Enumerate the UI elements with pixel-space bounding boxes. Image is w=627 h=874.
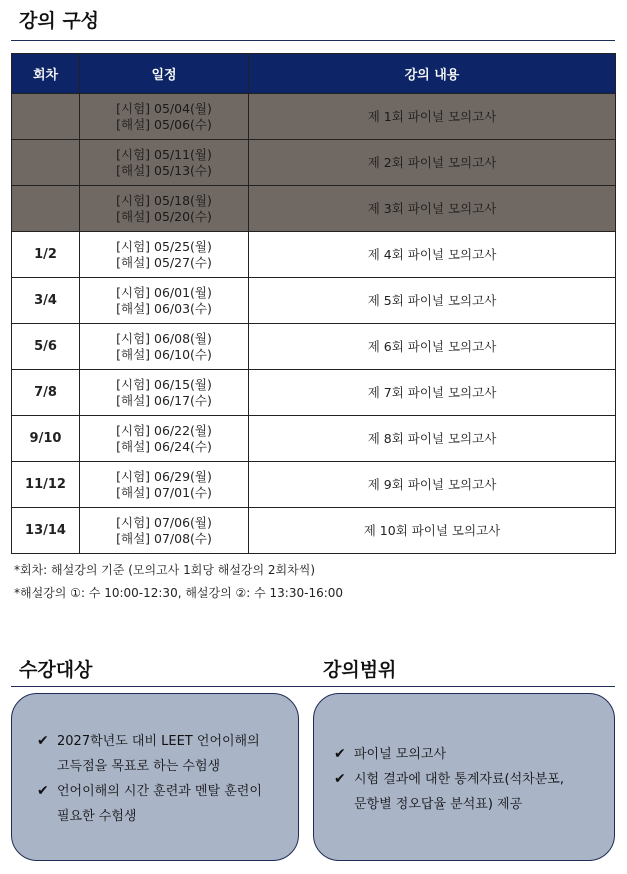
title-divider [11, 40, 615, 41]
content-cell: 제 1회 파이널 모의고사 [249, 94, 616, 140]
table-row [12, 324, 616, 370]
table-row [12, 94, 616, 140]
target-section-title: 수강대상 [19, 659, 93, 681]
list-item-line: 언어이해의 시간 훈련과 멘탈 훈련이 [57, 784, 262, 799]
note-session-basis: *회차: 해설강의 기준 (모의고사 1회당 해설강의 2회차씩) [14, 563, 315, 577]
content-cell: 제 10회 파이널 모의고사 [249, 508, 616, 554]
review-date: [해설] 06/10(수) [116, 346, 212, 362]
column-header-session: 회차 [12, 54, 80, 94]
schedule-cell [80, 232, 249, 278]
target-list [37, 729, 288, 829]
session-cell: 1/2 [12, 232, 80, 278]
schedule-cell [80, 462, 249, 508]
note-review-times: *해설강의 ①: 수 10:00-12:30, 해설강의 ②: 수 13:30-16:00 [14, 586, 344, 600]
exam-date: [시험] 05/18(월) [116, 192, 212, 208]
scope-section-title: 강의범위 [323, 659, 397, 681]
exam-date: [시험] 06/15(월) [116, 376, 212, 392]
schedule-cell [80, 278, 249, 324]
list-item-line: 파이널 모의고사 [354, 747, 447, 762]
list-item [334, 767, 604, 817]
table-row [12, 140, 616, 186]
review-date: [해설] 07/01(수) [116, 484, 212, 500]
list-item [334, 742, 604, 767]
list-item-line: 고득점을 목표로 하는 수험생 [57, 759, 221, 774]
check-icon: ✔ [37, 783, 49, 799]
target-box [11, 693, 299, 861]
review-date: [해설] 05/27(수) [116, 254, 212, 270]
list-item [37, 729, 288, 779]
review-date: [해설] 06/17(수) [116, 392, 212, 408]
review-date: [해설] 07/08(수) [116, 530, 212, 546]
content-cell: 제 6회 파이널 모의고사 [249, 324, 616, 370]
schedule-cell [80, 186, 249, 232]
content-cell: 제 2회 파이널 모의고사 [249, 140, 616, 186]
table-row [12, 462, 616, 508]
column-header-content: 강의 내용 [249, 54, 616, 94]
content-cell: 제 3회 파이널 모의고사 [249, 186, 616, 232]
schedule-cell [80, 416, 249, 462]
schedule-table [11, 53, 616, 554]
review-date: [해설] 05/13(수) [116, 162, 212, 178]
list-item [37, 779, 288, 829]
session-cell: 5/6 [12, 324, 80, 370]
schedule-cell [80, 324, 249, 370]
review-date: [해설] 06/03(수) [116, 300, 212, 316]
session-cell [12, 140, 80, 186]
list-item-line: 문항별 정오답율 분석표) 제공 [354, 797, 523, 812]
bottom-divider [11, 686, 615, 687]
column-header-schedule: 일정 [80, 54, 249, 94]
session-cell: 9/10 [12, 416, 80, 462]
table-row [12, 508, 616, 554]
scope-list [334, 742, 604, 817]
list-item-line: 시험 결과에 대한 통계자료(석차분포, [354, 772, 564, 787]
table-header-row [12, 54, 616, 94]
content-cell: 제 7회 파이널 모의고사 [249, 370, 616, 416]
check-icon: ✔ [37, 733, 49, 749]
exam-date: [시험] 06/01(월) [116, 284, 212, 300]
check-icon: ✔ [334, 746, 346, 762]
course-section-title: 강의 구성 [19, 10, 100, 32]
list-item-line: 2027학년도 대비 LEET 언어이해의 [57, 734, 260, 749]
exam-date: [시험] 07/06(월) [116, 514, 212, 530]
list-item-line: 필요한 수험생 [57, 809, 137, 824]
table-row [12, 416, 616, 462]
content-cell: 제 9회 파이널 모의고사 [249, 462, 616, 508]
exam-date: [시험] 05/04(월) [116, 100, 212, 116]
content-cell: 제 4회 파이널 모의고사 [249, 232, 616, 278]
review-date: [해설] 05/20(수) [116, 208, 212, 224]
session-cell: 7/8 [12, 370, 80, 416]
session-cell [12, 94, 80, 140]
schedule-cell [80, 140, 249, 186]
schedule-cell [80, 94, 249, 140]
table-row [12, 278, 616, 324]
exam-date: [시험] 06/29(월) [116, 468, 212, 484]
exam-date: [시험] 05/25(월) [116, 238, 212, 254]
content-cell: 제 5회 파이널 모의고사 [249, 278, 616, 324]
session-cell: 11/12 [12, 462, 80, 508]
scope-box [313, 693, 615, 861]
schedule-cell [80, 508, 249, 554]
table-row [12, 370, 616, 416]
session-cell [12, 186, 80, 232]
review-date: [해설] 06/24(수) [116, 438, 212, 454]
review-date: [해설] 05/06(수) [116, 116, 212, 132]
schedule-cell [80, 370, 249, 416]
exam-date: [시험] 06/22(월) [116, 422, 212, 438]
exam-date: [시험] 05/11(월) [116, 146, 212, 162]
check-icon: ✔ [334, 771, 346, 787]
content-cell: 제 8회 파이널 모의고사 [249, 416, 616, 462]
exam-date: [시험] 06/08(월) [116, 330, 212, 346]
session-cell: 13/14 [12, 508, 80, 554]
table-row [12, 232, 616, 278]
table-row [12, 186, 616, 232]
session-cell: 3/4 [12, 278, 80, 324]
